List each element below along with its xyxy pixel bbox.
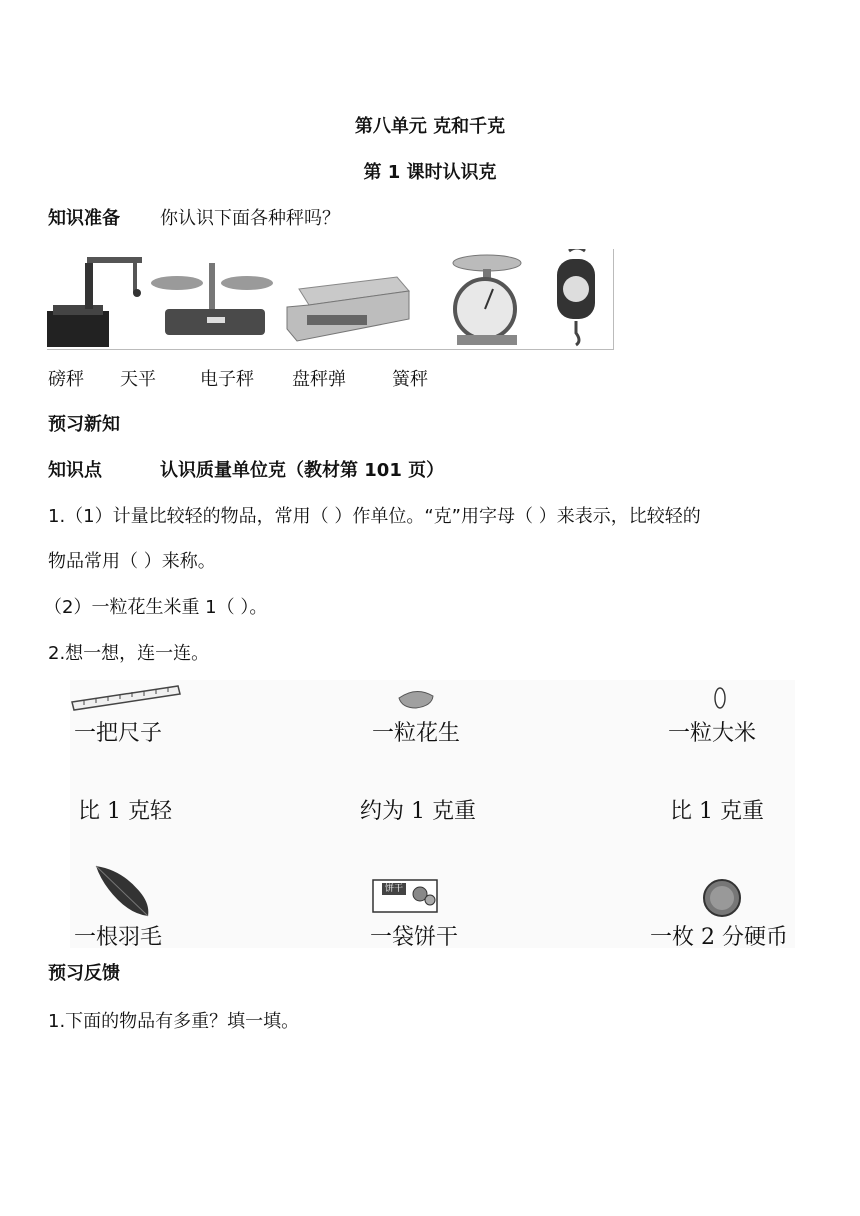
balance-icon: [151, 263, 273, 335]
peanut-icon: [396, 688, 436, 710]
scale-label-dial: 盘秤弹: [292, 369, 346, 390]
preview-new-heading: 预习新知: [48, 414, 120, 435]
match-weight-about: 约为 1 克重: [360, 799, 476, 824]
rice-grain-icon: [712, 686, 728, 710]
unit-title: 第八单元 克和千克: [354, 116, 506, 137]
spring-scale-icon: [557, 249, 595, 345]
feedback-question-1: 1.下面的物品有多重？填一填。: [48, 1011, 300, 1032]
knowledge-point-label: 知识点: [48, 460, 102, 481]
biscuit-bag-icon: [372, 878, 438, 914]
match-item-peanut: 一粒花生: [372, 721, 461, 746]
question-1-line-1: 1.（1）计量比较轻的物品，常用（ ）作单位。“克”用字母（ ）来表示，比较轻的: [48, 506, 701, 527]
scale-label-balance: 天平: [120, 369, 156, 390]
scales-illustration: [47, 249, 614, 350]
knowledge-point-title: 认识质量单位克（教材第 101 页）: [160, 460, 445, 481]
lesson-title: 第 1 课时认识克: [363, 162, 497, 183]
question-1-part-2: （2）一粒花生米重 1（ ）。: [44, 597, 268, 618]
question-2: 2.想一想，连一连。: [48, 643, 210, 664]
scale-label-electronic: 电子秤: [200, 369, 254, 390]
dial-scale-icon: [453, 255, 521, 345]
coin-icon: [700, 878, 744, 918]
scale-label-platform: 磅秤: [48, 369, 84, 390]
match-weight-lighter: 比 1 克轻: [78, 799, 172, 824]
match-item-ruler: 一把尺子: [74, 721, 163, 746]
platform-scale-icon: [47, 257, 142, 347]
ruler-icon: [70, 682, 182, 714]
match-item-biscuits: 一袋饼干: [370, 925, 459, 950]
match-item-rice: 一粒大米: [668, 721, 757, 746]
biscuit-label: 饼干: [382, 883, 406, 895]
match-item-feather: 一根羽毛: [74, 925, 163, 950]
electronic-scale-icon: [287, 277, 409, 341]
knowledge-prep-question: 你认识下面各种秤吗？: [160, 208, 340, 229]
match-weight-heavier: 比 1 克重: [670, 799, 764, 824]
feather-icon: [92, 862, 154, 920]
matching-exercise: [70, 680, 795, 948]
question-1-line-2: 物品常用（ ）来称。: [48, 551, 216, 572]
scale-label-spring: 簧秤: [392, 369, 428, 390]
match-item-coin: 一枚 2 分硬币: [650, 925, 788, 950]
knowledge-prep-label: 知识准备: [48, 208, 120, 229]
feedback-heading: 预习反馈: [48, 963, 120, 984]
